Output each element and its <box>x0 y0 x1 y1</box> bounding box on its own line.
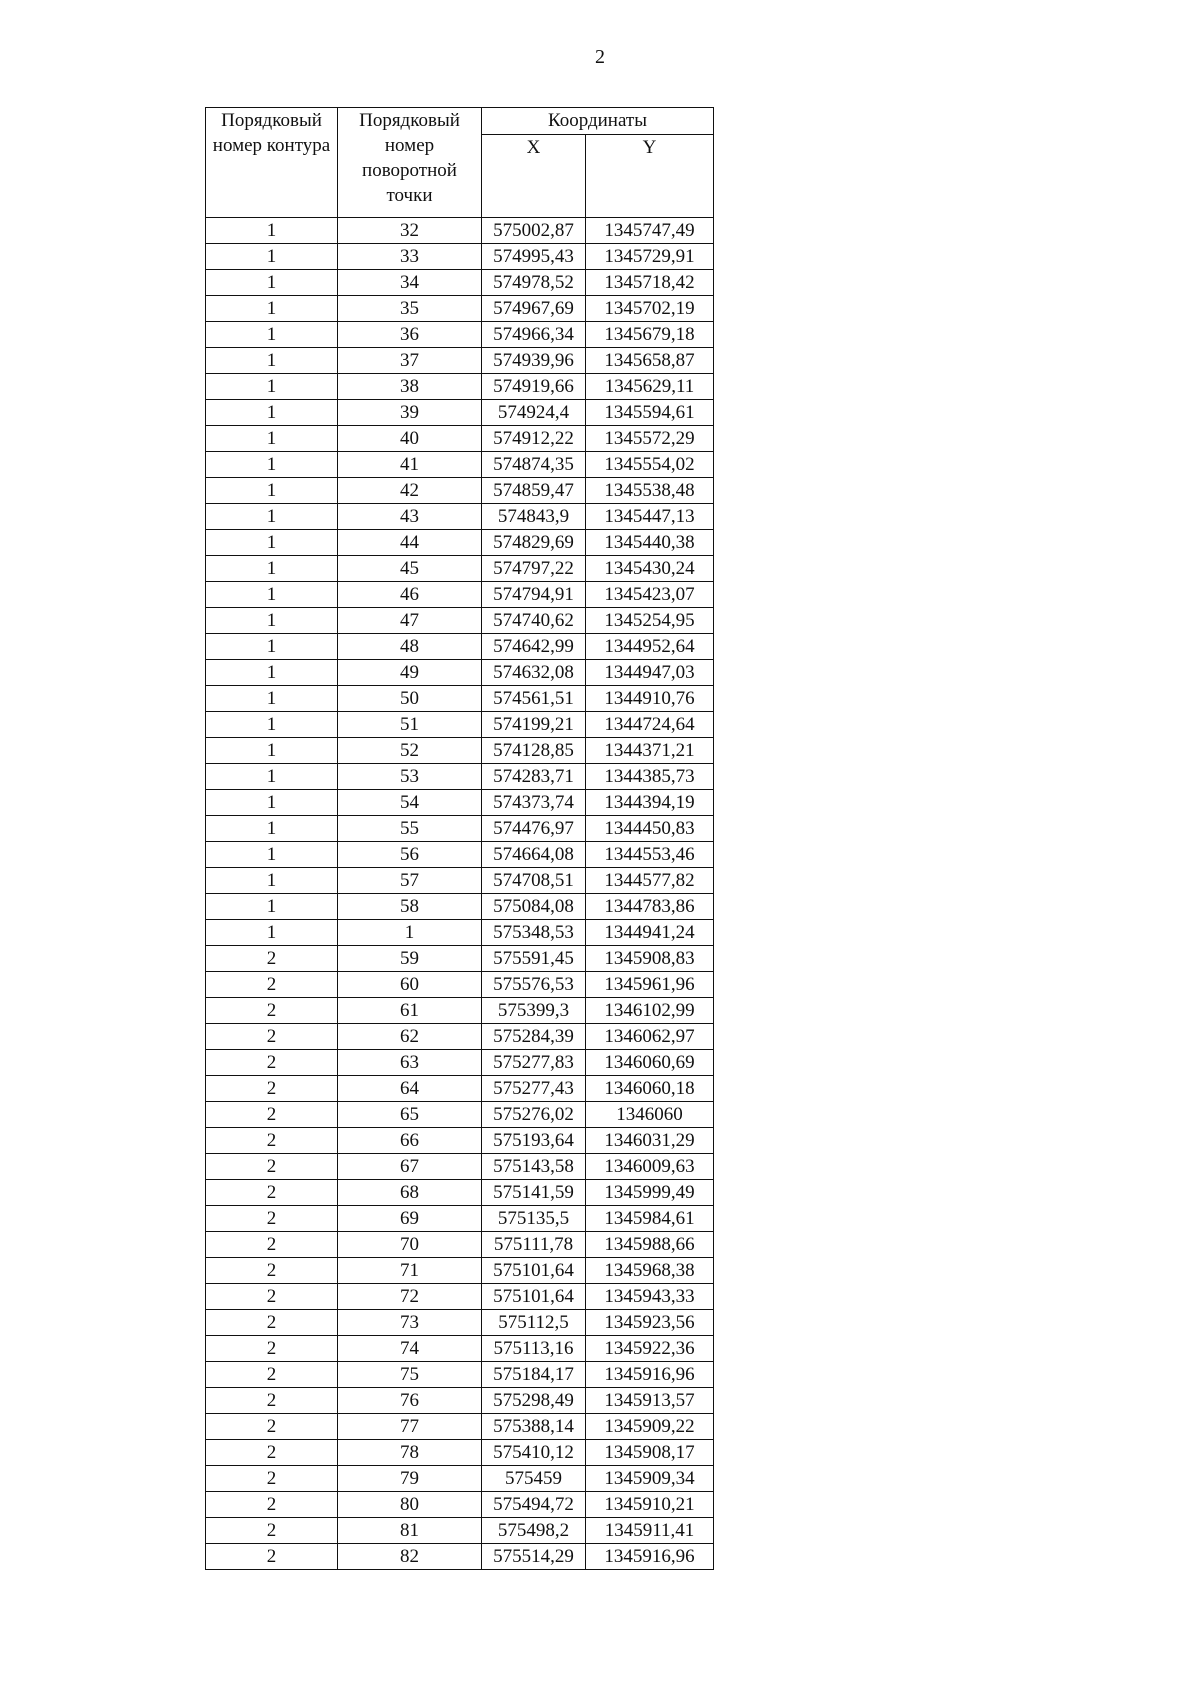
cell-point-number: 82 <box>338 1544 482 1570</box>
cell-point-number: 65 <box>338 1102 482 1128</box>
cell-contour-number: 1 <box>206 738 338 764</box>
table-row <box>206 1284 714 1310</box>
cell-contour-number: 1 <box>206 374 338 400</box>
cell-x: 574978,52 <box>482 270 586 296</box>
cell-point-number: 39 <box>338 400 482 426</box>
cell-contour-number: 1 <box>206 634 338 660</box>
table-row <box>206 686 714 712</box>
cell-point-number: 62 <box>338 1024 482 1050</box>
cell-x: 575410,12 <box>482 1440 586 1466</box>
cell-point-number: 63 <box>338 1050 482 1076</box>
table-row <box>206 712 714 738</box>
cell-point-number: 1 <box>338 920 482 946</box>
cell-point-number: 78 <box>338 1440 482 1466</box>
cell-y: 1344553,46 <box>586 842 714 868</box>
table-row <box>206 478 714 504</box>
cell-point-number: 45 <box>338 556 482 582</box>
cell-x: 575459 <box>482 1466 586 1492</box>
cell-x: 574373,74 <box>482 790 586 816</box>
cell-y: 1345430,24 <box>586 556 714 582</box>
table-row <box>206 842 714 868</box>
table-row <box>206 1414 714 1440</box>
table-row <box>206 790 714 816</box>
cell-point-number: 56 <box>338 842 482 868</box>
cell-y: 1345916,96 <box>586 1362 714 1388</box>
cell-x: 575399,3 <box>482 998 586 1024</box>
cell-x: 575388,14 <box>482 1414 586 1440</box>
table-row <box>206 1388 714 1414</box>
cell-x: 574561,51 <box>482 686 586 712</box>
cell-y: 1345913,57 <box>586 1388 714 1414</box>
table-row <box>206 270 714 296</box>
cell-point-number: 46 <box>338 582 482 608</box>
cell-contour-number: 1 <box>206 660 338 686</box>
cell-contour-number: 2 <box>206 1258 338 1284</box>
cell-point-number: 61 <box>338 998 482 1024</box>
cell-point-number: 74 <box>338 1336 482 1362</box>
cell-point-number: 52 <box>338 738 482 764</box>
cell-point-number: 76 <box>338 1388 482 1414</box>
table-row <box>206 1154 714 1180</box>
table-row <box>206 1102 714 1128</box>
cell-point-number: 77 <box>338 1414 482 1440</box>
cell-y: 1346031,29 <box>586 1128 714 1154</box>
cell-point-number: 80 <box>338 1492 482 1518</box>
cell-x: 574128,85 <box>482 738 586 764</box>
cell-x: 575111,78 <box>482 1232 586 1258</box>
table-row <box>206 1076 714 1102</box>
cell-y: 1345679,18 <box>586 322 714 348</box>
cell-y: 1344941,24 <box>586 920 714 946</box>
cell-contour-number: 1 <box>206 530 338 556</box>
cell-contour-number: 2 <box>206 1024 338 1050</box>
cell-point-number: 41 <box>338 452 482 478</box>
cell-y: 1345440,38 <box>586 530 714 556</box>
cell-contour-number: 1 <box>206 764 338 790</box>
cell-contour-number: 2 <box>206 998 338 1024</box>
cell-x: 575591,45 <box>482 946 586 972</box>
cell-contour-number: 2 <box>206 1336 338 1362</box>
cell-y: 1346060,69 <box>586 1050 714 1076</box>
cell-contour-number: 2 <box>206 1440 338 1466</box>
cell-contour-number: 2 <box>206 1310 338 1336</box>
cell-x: 574966,34 <box>482 322 586 348</box>
cell-point-number: 57 <box>338 868 482 894</box>
cell-y: 1344783,86 <box>586 894 714 920</box>
cell-x: 574664,08 <box>482 842 586 868</box>
cell-contour-number: 1 <box>206 218 338 244</box>
cell-contour-number: 1 <box>206 582 338 608</box>
cell-point-number: 69 <box>338 1206 482 1232</box>
cell-contour-number: 2 <box>206 1154 338 1180</box>
table-row <box>206 1050 714 1076</box>
cell-y: 1344394,19 <box>586 790 714 816</box>
table-row <box>206 1206 714 1232</box>
cell-contour-number: 1 <box>206 504 338 530</box>
cell-y: 1344724,64 <box>586 712 714 738</box>
cell-point-number: 70 <box>338 1232 482 1258</box>
cell-point-number: 71 <box>338 1258 482 1284</box>
cell-contour-number: 1 <box>206 712 338 738</box>
cell-y: 1345658,87 <box>586 348 714 374</box>
cell-point-number: 67 <box>338 1154 482 1180</box>
table-row <box>206 1128 714 1154</box>
cell-point-number: 50 <box>338 686 482 712</box>
cell-y: 1345984,61 <box>586 1206 714 1232</box>
table-row <box>206 946 714 972</box>
cell-contour-number: 1 <box>206 348 338 374</box>
cell-x: 575348,53 <box>482 920 586 946</box>
cell-x: 574912,22 <box>482 426 586 452</box>
table-row <box>206 816 714 842</box>
cell-y: 1346062,97 <box>586 1024 714 1050</box>
cell-contour-number: 1 <box>206 816 338 842</box>
table-row <box>206 1336 714 1362</box>
table-row <box>206 764 714 790</box>
cell-point-number: 73 <box>338 1310 482 1336</box>
cell-contour-number: 2 <box>206 1076 338 1102</box>
coordinates-table <box>205 107 714 1570</box>
table-row <box>206 1258 714 1284</box>
table-row <box>206 1232 714 1258</box>
table-row <box>206 556 714 582</box>
table-row <box>206 322 714 348</box>
cell-x: 575277,43 <box>482 1076 586 1102</box>
cell-y: 1345702,19 <box>586 296 714 322</box>
cell-point-number: 75 <box>338 1362 482 1388</box>
cell-x: 574859,47 <box>482 478 586 504</box>
cell-y: 1345943,33 <box>586 1284 714 1310</box>
cell-point-number: 48 <box>338 634 482 660</box>
table-row <box>206 374 714 400</box>
cell-x: 574708,51 <box>482 868 586 894</box>
table-row <box>206 894 714 920</box>
cell-x: 574740,62 <box>482 608 586 634</box>
cell-point-number: 68 <box>338 1180 482 1206</box>
header-x: X <box>482 135 586 218</box>
cell-contour-number: 2 <box>206 1128 338 1154</box>
cell-contour-number: 2 <box>206 1518 338 1544</box>
cell-contour-number: 2 <box>206 1414 338 1440</box>
cell-y: 1345572,29 <box>586 426 714 452</box>
cell-y: 1344371,21 <box>586 738 714 764</box>
cell-contour-number: 1 <box>206 452 338 478</box>
cell-contour-number: 2 <box>206 1284 338 1310</box>
cell-x: 574632,08 <box>482 660 586 686</box>
cell-y: 1345594,61 <box>586 400 714 426</box>
table-body <box>206 218 714 1570</box>
table-row <box>206 660 714 686</box>
cell-contour-number: 1 <box>206 322 338 348</box>
cell-x: 574199,21 <box>482 712 586 738</box>
cell-y: 1344385,73 <box>586 764 714 790</box>
cell-x: 574843,9 <box>482 504 586 530</box>
table-row <box>206 218 714 244</box>
cell-point-number: 60 <box>338 972 482 998</box>
page-number: 2 <box>595 46 605 68</box>
table-row <box>206 530 714 556</box>
cell-contour-number: 2 <box>206 972 338 998</box>
cell-point-number: 40 <box>338 426 482 452</box>
cell-point-number: 58 <box>338 894 482 920</box>
cell-x: 575135,5 <box>482 1206 586 1232</box>
cell-point-number: 43 <box>338 504 482 530</box>
cell-y: 1346102,99 <box>586 998 714 1024</box>
table-row <box>206 1180 714 1206</box>
cell-y: 1344450,83 <box>586 816 714 842</box>
cell-y: 1344577,82 <box>586 868 714 894</box>
cell-x: 574476,97 <box>482 816 586 842</box>
table-row <box>206 400 714 426</box>
table-row <box>206 1440 714 1466</box>
cell-contour-number: 2 <box>206 1362 338 1388</box>
cell-y: 1344947,03 <box>586 660 714 686</box>
cell-contour-number: 2 <box>206 1102 338 1128</box>
cell-x: 574874,35 <box>482 452 586 478</box>
cell-contour-number: 2 <box>206 1232 338 1258</box>
table-row <box>206 738 714 764</box>
cell-contour-number: 1 <box>206 426 338 452</box>
cell-y: 1345909,34 <box>586 1466 714 1492</box>
cell-x: 574939,96 <box>482 348 586 374</box>
cell-contour-number: 1 <box>206 790 338 816</box>
cell-x: 574829,69 <box>482 530 586 556</box>
cell-x: 575276,02 <box>482 1102 586 1128</box>
cell-point-number: 54 <box>338 790 482 816</box>
header-point-number: Порядковый номер поворотной точки <box>338 108 482 218</box>
cell-y: 1344952,64 <box>586 634 714 660</box>
cell-x: 575113,16 <box>482 1336 586 1362</box>
cell-y: 1345911,41 <box>586 1518 714 1544</box>
cell-contour-number: 1 <box>206 244 338 270</box>
table-row <box>206 426 714 452</box>
cell-y: 1345999,49 <box>586 1180 714 1206</box>
cell-contour-number: 1 <box>206 296 338 322</box>
cell-x: 575277,83 <box>482 1050 586 1076</box>
table-header <box>206 108 714 218</box>
table-row <box>206 296 714 322</box>
table-row <box>206 972 714 998</box>
table-row <box>206 998 714 1024</box>
cell-x: 575101,64 <box>482 1258 586 1284</box>
cell-point-number: 33 <box>338 244 482 270</box>
cell-x: 574967,69 <box>482 296 586 322</box>
cell-contour-number: 1 <box>206 608 338 634</box>
table-row <box>206 1310 714 1336</box>
cell-x: 574995,43 <box>482 244 586 270</box>
table-row <box>206 1544 714 1570</box>
cell-x: 574283,71 <box>482 764 586 790</box>
table-row <box>206 348 714 374</box>
cell-point-number: 34 <box>338 270 482 296</box>
cell-point-number: 51 <box>338 712 482 738</box>
cell-x: 575498,2 <box>482 1518 586 1544</box>
cell-point-number: 44 <box>338 530 482 556</box>
cell-x: 575494,72 <box>482 1492 586 1518</box>
cell-y: 1345909,22 <box>586 1414 714 1440</box>
table-row <box>206 634 714 660</box>
cell-x: 574919,66 <box>482 374 586 400</box>
header-contour-number: Порядковый номер контура <box>206 108 338 218</box>
cell-y: 1345961,96 <box>586 972 714 998</box>
cell-point-number: 36 <box>338 322 482 348</box>
cell-contour-number: 1 <box>206 894 338 920</box>
cell-contour-number: 2 <box>206 1388 338 1414</box>
cell-y: 1345747,49 <box>586 218 714 244</box>
cell-contour-number: 2 <box>206 1050 338 1076</box>
cell-y: 1344910,76 <box>586 686 714 712</box>
cell-point-number: 72 <box>338 1284 482 1310</box>
header-y: Y <box>586 135 714 218</box>
table-row <box>206 1466 714 1492</box>
cell-point-number: 66 <box>338 1128 482 1154</box>
cell-y: 1345554,02 <box>586 452 714 478</box>
cell-contour-number: 1 <box>206 920 338 946</box>
cell-x: 575141,59 <box>482 1180 586 1206</box>
cell-point-number: 79 <box>338 1466 482 1492</box>
cell-y: 1346009,63 <box>586 1154 714 1180</box>
cell-point-number: 38 <box>338 374 482 400</box>
cell-y: 1345988,66 <box>586 1232 714 1258</box>
cell-point-number: 81 <box>338 1518 482 1544</box>
cell-y: 1345538,48 <box>586 478 714 504</box>
cell-contour-number: 2 <box>206 1180 338 1206</box>
cell-x: 574797,22 <box>482 556 586 582</box>
cell-point-number: 55 <box>338 816 482 842</box>
cell-contour-number: 1 <box>206 842 338 868</box>
cell-x: 575193,64 <box>482 1128 586 1154</box>
table-row <box>206 1492 714 1518</box>
cell-y: 1345729,91 <box>586 244 714 270</box>
cell-y: 1345968,38 <box>586 1258 714 1284</box>
cell-point-number: 32 <box>338 218 482 244</box>
cell-y: 1345922,36 <box>586 1336 714 1362</box>
cell-x: 575084,08 <box>482 894 586 920</box>
table-row <box>206 1024 714 1050</box>
cell-contour-number: 1 <box>206 270 338 296</box>
cell-contour-number: 2 <box>206 1544 338 1570</box>
cell-x: 574794,91 <box>482 582 586 608</box>
cell-contour-number: 2 <box>206 1492 338 1518</box>
cell-point-number: 42 <box>338 478 482 504</box>
header-coordinates: Координаты <box>482 108 714 135</box>
cell-contour-number: 2 <box>206 1206 338 1232</box>
cell-contour-number: 1 <box>206 400 338 426</box>
cell-y: 1345910,21 <box>586 1492 714 1518</box>
cell-y: 1346060,18 <box>586 1076 714 1102</box>
cell-y: 1345254,95 <box>586 608 714 634</box>
cell-x: 575576,53 <box>482 972 586 998</box>
cell-y: 1345916,96 <box>586 1544 714 1570</box>
cell-y: 1345908,83 <box>586 946 714 972</box>
cell-contour-number: 1 <box>206 686 338 712</box>
cell-point-number: 53 <box>338 764 482 790</box>
cell-point-number: 47 <box>338 608 482 634</box>
cell-x: 575514,29 <box>482 1544 586 1570</box>
table-row <box>206 244 714 270</box>
cell-contour-number: 1 <box>206 868 338 894</box>
cell-y: 1345908,17 <box>586 1440 714 1466</box>
table-row <box>206 920 714 946</box>
cell-x: 575112,5 <box>482 1310 586 1336</box>
cell-point-number: 59 <box>338 946 482 972</box>
cell-point-number: 37 <box>338 348 482 374</box>
table-row <box>206 608 714 634</box>
cell-y: 1345629,11 <box>586 374 714 400</box>
cell-y: 1345423,07 <box>586 582 714 608</box>
table-row <box>206 504 714 530</box>
table-row <box>206 1362 714 1388</box>
cell-x: 575184,17 <box>482 1362 586 1388</box>
table-row <box>206 452 714 478</box>
cell-x: 575101,64 <box>482 1284 586 1310</box>
cell-point-number: 64 <box>338 1076 482 1102</box>
cell-point-number: 35 <box>338 296 482 322</box>
table-row <box>206 868 714 894</box>
cell-contour-number: 1 <box>206 556 338 582</box>
cell-x: 574924,4 <box>482 400 586 426</box>
table-row <box>206 582 714 608</box>
cell-y: 1346060 <box>586 1102 714 1128</box>
cell-contour-number: 2 <box>206 1466 338 1492</box>
cell-y: 1345447,13 <box>586 504 714 530</box>
cell-x: 575002,87 <box>482 218 586 244</box>
cell-y: 1345718,42 <box>586 270 714 296</box>
cell-contour-number: 2 <box>206 946 338 972</box>
table-row <box>206 1518 714 1544</box>
cell-x: 575284,39 <box>482 1024 586 1050</box>
cell-point-number: 49 <box>338 660 482 686</box>
cell-x: 575143,58 <box>482 1154 586 1180</box>
cell-y: 1345923,56 <box>586 1310 714 1336</box>
cell-x: 575298,49 <box>482 1388 586 1414</box>
cell-contour-number: 1 <box>206 478 338 504</box>
cell-x: 574642,99 <box>482 634 586 660</box>
